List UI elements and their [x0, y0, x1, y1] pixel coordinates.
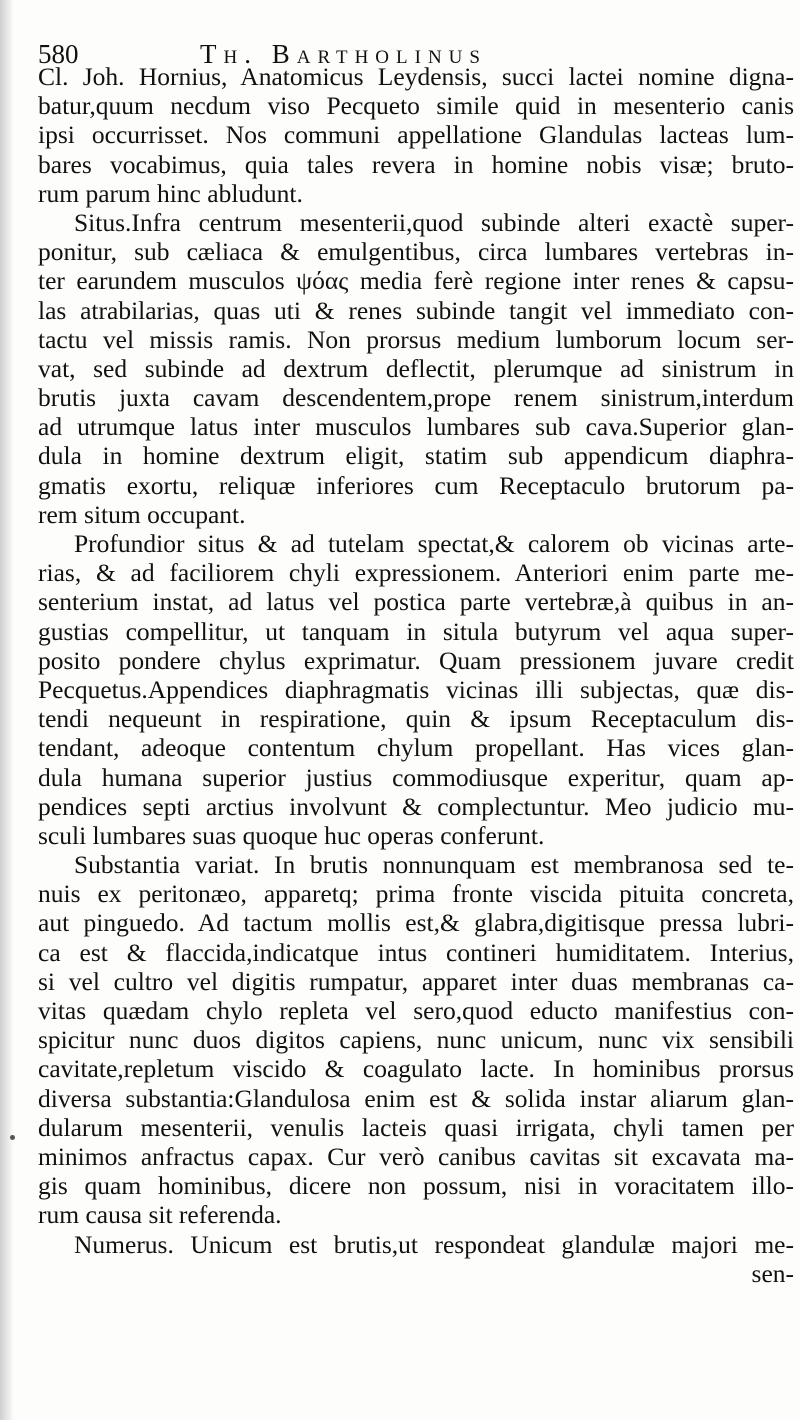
text-line: dularum mesenterii, venulis lacteis quasi irrigata, chyli tamen per [38, 1112, 794, 1142]
text-line: tendi nequeunt in respiratione, quin & ipsum Receptaculum dis- [38, 704, 794, 734]
text-line: cavitate,repletum viscido & coagulato lacte. In hominibus prorsus [38, 1054, 794, 1084]
body-text [38, 62, 794, 1288]
text-line: senterium instat, ad latus vel postica parte vertebræ,à quibus in an- [38, 587, 794, 617]
text-line: ipsi occurrisset. Nos communi appellatione Glandulas lacteas lum- [38, 120, 794, 150]
text-line: nuis ex peritonæo, apparetq; prima fronte viscida pituita concreta, [38, 879, 794, 909]
text-line: ponitur, sub cæliaca & emulgentibus, circa lumbares vertebras in- [38, 237, 794, 267]
text-line: posito pondere chylus exprimatur. Quam pressionem juvare credit [38, 645, 794, 675]
text-line: aut pinguedo. Ad tactum mollis est,& glabra,digitisque pressa lubri- [38, 908, 794, 938]
text-line: gustias compellitur, ut tanquam in situla butyrum vel aqua super- [38, 616, 794, 646]
ink-speck [10, 1135, 15, 1140]
text-line: tendant, adeoque contentum chylum propellant. Has vices glan- [38, 733, 794, 763]
text-line: las atrabilarias, quas uti & renes subinde tangit vel immediato con- [38, 295, 794, 325]
text-line: ca est & flaccida,indicatque intus contineri humiditatem. Interius, [38, 937, 794, 967]
text-line: gmatis exortu, reliquæ inferiores cum Receptaculo brutorum pa- [38, 470, 794, 500]
text-line: bares vocabimus, quia tales revera in homine nobis visæ; bruto- [38, 149, 794, 179]
text-line: Situs.Infra centrum mesenterii,quod subinde alteri exactè super- [74, 207, 794, 237]
text-line: dula in homine dextrum eligit, statim sub appendicum diaphra- [38, 441, 794, 471]
text-line: pendices septi arctius involvunt & complectuntur. Meo judicio mu- [38, 791, 794, 821]
text-line: Substantia variat. In brutis nonnunquam est membranosa sed te- [74, 850, 794, 880]
text-line: vitas quædam chylo repleta vel sero,quod educto manifestius con- [38, 996, 794, 1025]
text-line: ter earundem musculos ψόας media ferè regione inter renes & capsu- [38, 266, 794, 296]
text-line: diversa substantia:Glandulosa enim est & solida instar aliarum glan- [38, 1083, 794, 1113]
text-line: si vel cultro vel digitis rumpatur, apparet inter duas membranas ca- [38, 966, 794, 996]
text-line: rem situm occupant. [38, 499, 246, 529]
text-line: Pecquetus.Appendices diaphragmatis vicinas illi subjectas, quæ dis- [38, 674, 794, 704]
text-line: Profundior situs & ad tutelam spectat,& calorem ob vicinas arte- [74, 529, 794, 558]
running-head: Th. Bartholinus [200, 39, 487, 69]
text-line: spicitur nunc duos digitos capiens, nunc unicum, nunc vix sensibili [38, 1025, 794, 1055]
text-line: Numerus. Unicum est brutis,ut respondeat glandulæ majori me- [74, 1229, 794, 1259]
catchword: sen- [751, 1258, 794, 1288]
page-number: 580 [38, 39, 79, 69]
text-line: rum parum hinc abludunt. [38, 178, 303, 208]
text-line: rias, & ad faciliorem chyli expressionem. Anteriori enim parte me- [38, 558, 794, 588]
text-line: sculi lumbares suas quoque huc operas conferunt. [38, 820, 545, 850]
text-line: dula humana superior justius commodiusque experitur, quam ap- [38, 762, 794, 792]
text-line: vat, sed subinde ad dextrum deflectit, plerumque ad sinistrum in [38, 353, 794, 383]
text-line: Cl. Joh. Hornius, Anatomicus Leydensis, succi lactei nomine digna- [38, 62, 794, 91]
text-line: ad utrumque latus inter musculos lumbares sub cava.Superior glan- [38, 412, 794, 442]
page-gutter-shadow [0, 0, 14, 1420]
text-line: batur,quum necdum viso Pecqueto simile quid in mesenterio canis [38, 91, 794, 121]
text-line: tactu vel missis ramis. Non prorsus medium lumborum locum ser- [38, 324, 794, 354]
text-line: minimos anfractus capax. Cur verò canibus cavitas sit excavata ma- [38, 1141, 794, 1171]
text-line: rum causa sit referenda. [38, 1200, 282, 1230]
text-line: gis quam hominibus, dicere non possum, nisi in voracitatem illo- [38, 1171, 794, 1201]
text-line: brutis juxta cavam descendentem,prope renem sinistrum,interdum [38, 383, 794, 413]
